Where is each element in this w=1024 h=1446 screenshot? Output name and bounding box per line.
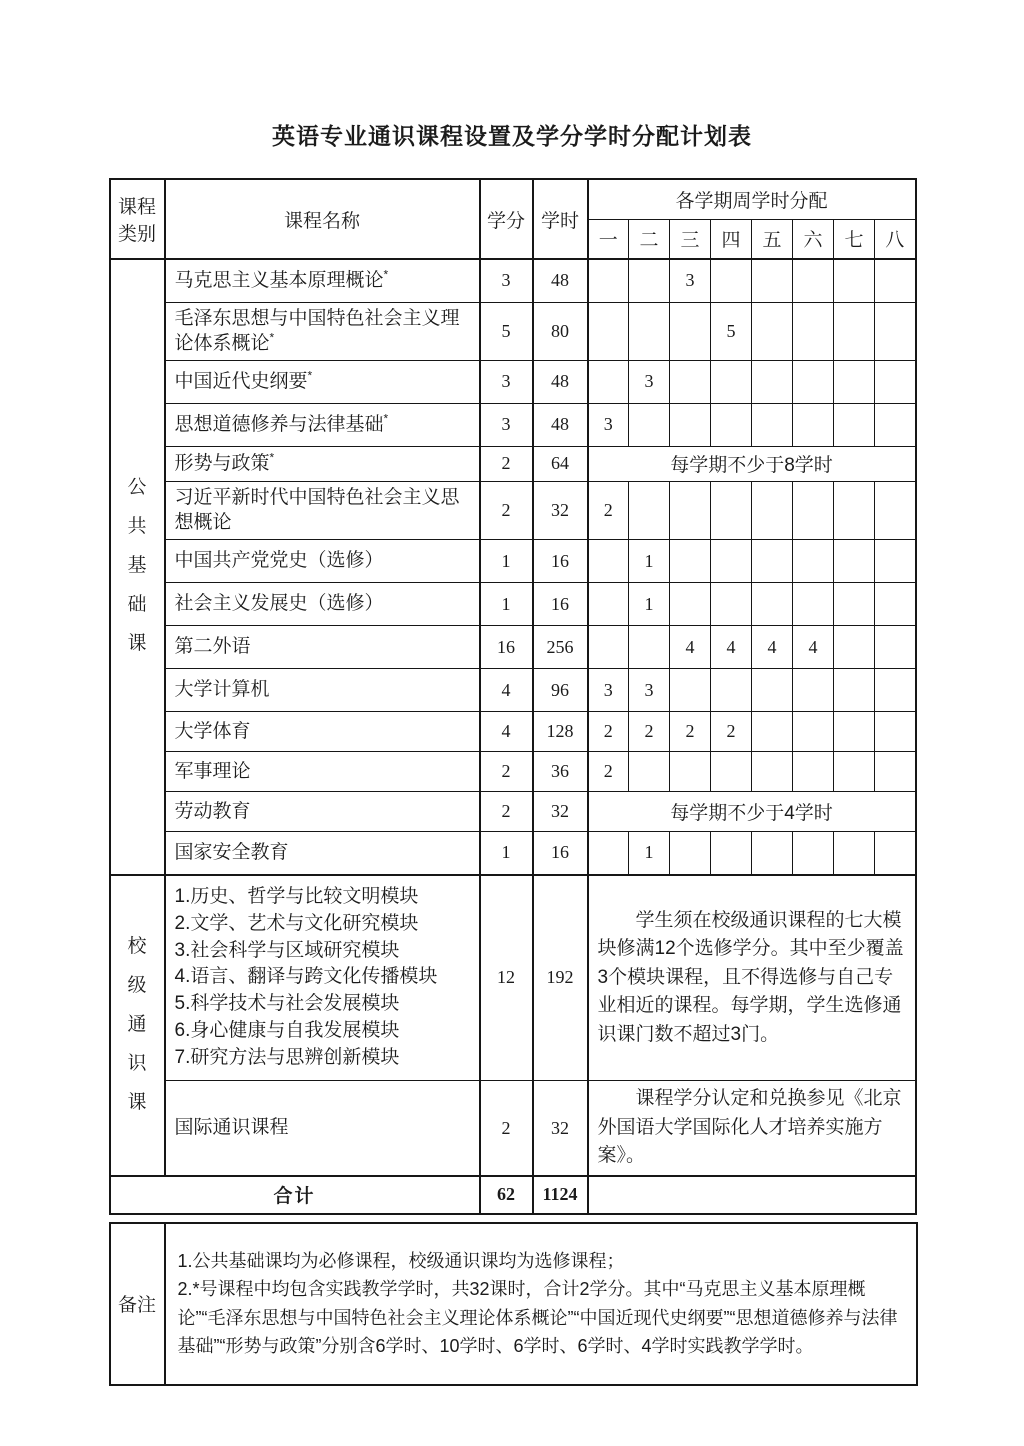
semester-cell: 1 [629, 583, 670, 626]
course-name-cell [165, 259, 480, 302]
credits-cell: 1 [480, 583, 533, 626]
semester-cell [711, 669, 752, 712]
header-hours: 学时 [533, 179, 588, 259]
semester-cell [752, 832, 793, 875]
semester-cell [834, 302, 875, 360]
semester-cell [793, 481, 834, 539]
semester-cell: 2 [588, 752, 629, 792]
semester-cell [793, 360, 834, 403]
hours-cell: 192 [533, 875, 588, 1081]
hours-cell: 36 [533, 752, 588, 792]
credits-cell: 16 [480, 626, 533, 669]
semester-cell: 4 [670, 626, 711, 669]
semester-cell [875, 712, 916, 752]
semester-cell: 3 [670, 259, 711, 302]
course-name-cell [165, 712, 480, 752]
course-row [110, 302, 916, 360]
module-item: 7.研究方法与思辨创新模块 [174, 1047, 400, 1069]
semester-cell [711, 540, 752, 583]
course-row [110, 669, 916, 712]
semester-cell [875, 481, 916, 539]
course-row [110, 832, 916, 875]
semester-cell [711, 403, 752, 446]
semester-cell [793, 832, 834, 875]
credits-cell: 3 [480, 403, 533, 446]
semester-cell [629, 626, 670, 669]
header-sem-4: 四 [711, 219, 752, 259]
semester-cell: 2 [629, 712, 670, 752]
semester-cell [834, 583, 875, 626]
semester-cell [670, 481, 711, 539]
course-name: 军事理论 [174, 760, 251, 782]
semester-cell [793, 540, 834, 583]
category-cell-school-general [110, 875, 165, 1176]
remarks-label-cell: 备注 [110, 1223, 165, 1385]
course-name-cell [165, 752, 480, 792]
hours-cell: 32 [533, 792, 588, 832]
semester-cell [588, 626, 629, 669]
hours-cell: 48 [533, 259, 588, 302]
semester-cell [834, 752, 875, 792]
semester-cell [588, 832, 629, 875]
modules-list-cell [165, 875, 480, 1081]
semester-cell: 2 [588, 712, 629, 752]
remarks-row [110, 1223, 917, 1385]
course-name: 中国共产党党史（选修） [174, 550, 384, 572]
semester-cell [670, 583, 711, 626]
semester-cell [875, 752, 916, 792]
semester-cell [752, 712, 793, 752]
semester-cell: 1 [629, 540, 670, 583]
semester-cell [670, 669, 711, 712]
course-name: 形势与政策 [174, 452, 270, 474]
hours-cell: 80 [533, 302, 588, 360]
semester-cell [629, 302, 670, 360]
course-name: 国际通识课程 [174, 1117, 289, 1139]
hours-cell: 64 [533, 446, 588, 481]
section-school-general [110, 875, 916, 1176]
hours-cell: 16 [533, 832, 588, 875]
credits-cell: 3 [480, 360, 533, 403]
semester-cell [793, 752, 834, 792]
course-name-cell [165, 360, 480, 403]
semester-cell [711, 832, 752, 875]
semester-cell [629, 752, 670, 792]
course-name: 劳动教育 [174, 800, 251, 822]
course-row [110, 712, 916, 752]
course-name-cell [165, 540, 480, 583]
semester-cell [752, 540, 793, 583]
course-name: 大学体育 [174, 720, 251, 742]
semester-cell [711, 259, 752, 302]
header-sem-7: 七 [834, 219, 875, 259]
semester-cell [752, 360, 793, 403]
semester-cell: 1 [629, 832, 670, 875]
hours-cell: 96 [533, 669, 588, 712]
semester-cell [875, 669, 916, 712]
course-name-cell [165, 481, 480, 539]
credits-cell: 1 [480, 540, 533, 583]
total-label-cell: 合计 [110, 1176, 480, 1214]
course-row [110, 481, 916, 539]
hours-cell: 32 [533, 481, 588, 539]
credits-cell: 2 [480, 481, 533, 539]
practice-star: * [307, 368, 313, 383]
semester-cell [752, 752, 793, 792]
semester-cell [875, 540, 916, 583]
semester-cell: 2 [670, 712, 711, 752]
semester-cell [711, 583, 752, 626]
credits-cell: 12 [480, 875, 533, 1081]
semester-cell [670, 403, 711, 446]
practice-star: * [269, 450, 275, 465]
header-credits: 学分 [480, 179, 533, 259]
course-row [110, 752, 916, 792]
table-header [110, 179, 916, 259]
semester-cell [711, 752, 752, 792]
header-sem-8: 八 [875, 219, 916, 259]
credits-cell: 5 [480, 302, 533, 360]
remarks-table [109, 1222, 918, 1386]
semester-cell [834, 712, 875, 752]
semester-cell [793, 712, 834, 752]
semester-cell [834, 481, 875, 539]
document-title: 英语专业通识课程设置及学分学时分配计划表 [272, 123, 752, 149]
semester-cell: 2 [711, 712, 752, 752]
course-row [110, 403, 916, 446]
semester-cell [670, 752, 711, 792]
hours-cell: 16 [533, 540, 588, 583]
module-item: 5.科学技术与社会发展模块 [174, 993, 400, 1015]
credits-cell: 2 [480, 1081, 533, 1176]
intl-note-cell: 课程学分认定和兑换参见《北京外国语大学国际化人才培养实施方案》。 [588, 1081, 916, 1176]
semester-cell: 3 [588, 669, 629, 712]
course-name-cell [165, 626, 480, 669]
course-name: 思想道德修养与法律基础 [174, 413, 384, 435]
course-name-cell [165, 446, 480, 481]
semester-cell: 5 [711, 302, 752, 360]
semester-cell: 3 [588, 403, 629, 446]
total-hours-cell: 1124 [533, 1176, 588, 1214]
course-name-cell [165, 792, 480, 832]
header-sem-3: 三 [670, 219, 711, 259]
semester-cell [834, 832, 875, 875]
course-name: 国家安全教育 [174, 841, 289, 863]
header-row-1 [110, 179, 916, 219]
modules-note-cell: 学生须在校级通识课程的七大模块修满12个选修学分。其中至少覆盖3个模块课程，且不得选修与自己专业相近的课程。每学期，学生选修通识课门数不超过3门。 [588, 875, 916, 1081]
credits-cell: 3 [480, 259, 533, 302]
credits-cell: 1 [480, 832, 533, 875]
practice-star: * [383, 267, 389, 282]
semester-cell [875, 302, 916, 360]
semester-span-note: 每学期不少于4学时 [588, 792, 916, 832]
hours-cell: 32 [533, 1081, 588, 1176]
hours-cell: 256 [533, 626, 588, 669]
header-semester-group: 各学期周学时分配 [588, 179, 916, 219]
header-sem-6: 六 [793, 219, 834, 259]
semester-cell [875, 583, 916, 626]
total-credits-cell: 62 [480, 1176, 533, 1214]
semester-cell: 3 [629, 669, 670, 712]
semester-cell [670, 540, 711, 583]
semester-cell [711, 481, 752, 539]
category-cell-public-basic [110, 259, 165, 875]
category-label: 校级通识课 [127, 935, 147, 1113]
course-plan-table-wrap [109, 178, 916, 1386]
header-sem-5: 五 [752, 219, 793, 259]
semester-cell [588, 259, 629, 302]
semester-cell [670, 302, 711, 360]
course-row [110, 446, 916, 481]
semester-cell: 4 [752, 626, 793, 669]
semester-cell [588, 360, 629, 403]
course-name: 社会主义发展史（选修） [174, 593, 384, 615]
semester-cell [793, 669, 834, 712]
semester-cell [752, 669, 793, 712]
semester-cell [793, 302, 834, 360]
semester-cell [588, 583, 629, 626]
semester-cell: 4 [711, 626, 752, 669]
semester-cell [670, 360, 711, 403]
course-row [110, 360, 916, 403]
header-sem-1: 一 [588, 219, 629, 259]
course-name: 第二外语 [174, 636, 251, 658]
semester-cell [875, 832, 916, 875]
course-name: 毛泽东思想与中国特色社会主义理论体系概论 [174, 307, 460, 355]
course-name-cell [165, 403, 480, 446]
remarks-line-1: 1.公共基础课均为必修课程，校级通识课均为选修课程； [177, 1250, 625, 1271]
header-sem-2: 二 [629, 219, 670, 259]
course-name-cell [165, 302, 480, 360]
semester-cell [834, 540, 875, 583]
hours-cell: 16 [533, 583, 588, 626]
course-row [110, 792, 916, 832]
semester-cell [834, 360, 875, 403]
semester-cell [834, 403, 875, 446]
semester-cell [588, 540, 629, 583]
total-row [110, 1176, 916, 1214]
semester-cell [752, 481, 793, 539]
header-category: 课程类别 [110, 179, 165, 259]
module-item: 6.身心健康与自我发展模块 [174, 1020, 400, 1042]
credits-cell: 2 [480, 446, 533, 481]
semester-span-note: 每学期不少于8学时 [588, 446, 916, 481]
semester-cell [834, 259, 875, 302]
module-item: 2.文学、艺术与文化研究模块 [174, 912, 419, 934]
semester-cell [752, 302, 793, 360]
remarks-text-cell [165, 1223, 917, 1385]
course-name: 中国近代史纲要 [174, 370, 308, 392]
semester-cell [875, 626, 916, 669]
total-semesters-empty-cell [588, 1176, 916, 1214]
course-row [110, 1081, 916, 1176]
semester-cell [629, 403, 670, 446]
course-name-cell [165, 1081, 480, 1176]
course-row [110, 583, 916, 626]
semester-cell [588, 302, 629, 360]
semester-cell [793, 259, 834, 302]
remarks-line-2: 2.*号课程中均包含实践教学学时，共32课时，合计2学分。其中“马克思主义基本原理概论”“毛泽东思想与中国特色社会主义理论体系概论”“中国近现代史纲要”“思想道德修养与法律基础”“形势与政策”分别含6学时、10学时、6学时、6学时、4学时实践教学学时。 [177, 1279, 898, 1357]
semester-cell [670, 832, 711, 875]
course-plan-table [109, 178, 917, 1215]
semester-cell [752, 403, 793, 446]
module-item: 3.社会科学与区域研究模块 [174, 939, 400, 961]
semester-cell [629, 481, 670, 539]
course-name: 大学计算机 [174, 679, 270, 701]
course-row [110, 259, 916, 302]
course-row [110, 626, 916, 669]
credits-cell: 2 [480, 792, 533, 832]
hours-cell: 48 [533, 403, 588, 446]
semester-cell [875, 360, 916, 403]
semester-cell [875, 403, 916, 446]
practice-star: * [269, 330, 275, 345]
semester-cell [752, 583, 793, 626]
credits-cell: 2 [480, 752, 533, 792]
course-name: 马克思主义基本原理概论 [174, 269, 384, 291]
course-name-cell [165, 669, 480, 712]
semester-cell: 3 [629, 360, 670, 403]
semester-cell [752, 259, 793, 302]
hours-cell: 128 [533, 712, 588, 752]
modules-row [110, 875, 916, 1081]
semester-cell [711, 360, 752, 403]
semester-cell [793, 583, 834, 626]
module-item: 4.语言、翻译与跨文化传播模块 [174, 966, 438, 988]
credits-cell: 4 [480, 669, 533, 712]
semester-cell [834, 626, 875, 669]
semester-cell [793, 403, 834, 446]
section-public-basic [110, 259, 916, 875]
semester-cell: 4 [793, 626, 834, 669]
module-item: 1.历史、哲学与比较文明模块 [174, 885, 419, 907]
semester-cell [875, 259, 916, 302]
credits-cell: 4 [480, 712, 533, 752]
header-course-name: 课程名称 [165, 179, 480, 259]
semester-cell: 2 [588, 481, 629, 539]
hours-cell: 48 [533, 360, 588, 403]
semester-cell [629, 259, 670, 302]
semester-cell [834, 669, 875, 712]
course-name: 习近平新时代中国特色社会主义思想概论 [174, 486, 460, 534]
course-name-cell [165, 832, 480, 875]
section-total [110, 1176, 916, 1214]
course-name-cell [165, 583, 480, 626]
practice-star: * [383, 411, 389, 426]
course-row [110, 540, 916, 583]
category-label: 公共基础课 [127, 477, 147, 655]
